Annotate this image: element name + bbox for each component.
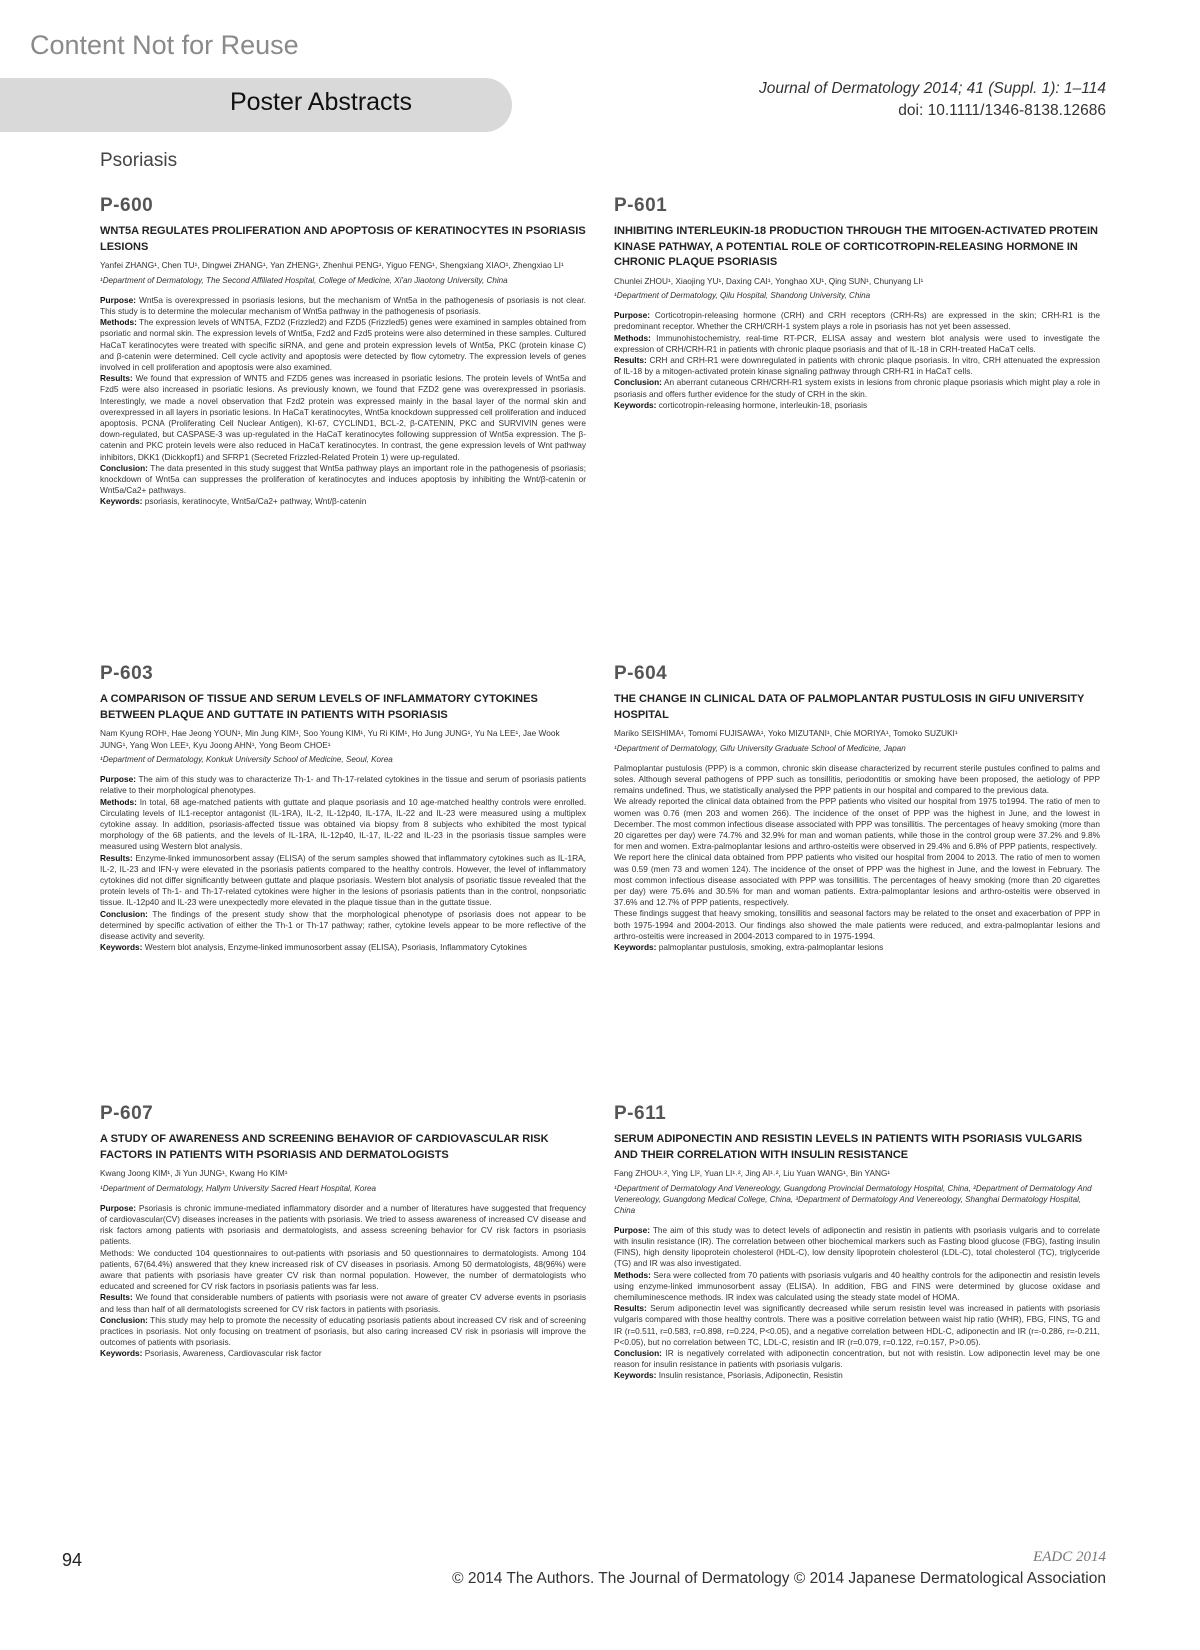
abstract-keywords [100,1348,586,1359]
results-text: We found that expression of WNT5 and FZD5 genes was increased in psoriatic lesions. The protein levels of Wnt5a and Fzd5 were also increased in psoriatic lesions. As previously known, we found that FZD2 gene was overexpressed in psoriasis. Interestingly, we made a novel observation that Fzd2 protein was expressed mainly in the basal layer of the normal skin and overexpressed in all layers in psoriatic lesions. In HaCaT keratinocytes, Wnt5a knockdown suppressed cell proliferation and induced apoptosis. PCNA (Proliferating Cell Nuclear Antigen), KI-67, CYCLIND1, BCL-2, β-CATENIN, PKC and SURVIVIN genes were down-regulated, but CASPASE-3 was up-regulated in the HaCaT keratinocytes following suppression of Wnt5a expression. The β-catenin and PKC protein levels were also reduced in HaCaT keratinocytes. In contrast, the gene expression levels of Wnt pathway inhibitors, DKK1 (Dickkopf1) and SFRP1 (Secreted Frizzled-Related Protein 1) were up-regulated. [100,373,586,462]
abstract-results [100,1292,586,1314]
page-footer [452,1549,1106,1588]
abstract-purpose [100,1203,586,1248]
results-label: Results: [100,1292,133,1303]
abstract-authors: Nam Kyung ROH¹, Hae Jeong YOUN¹, Min Jung KIM¹, Soo Young KIM¹, Yu Ri KIM¹, Ho Jung JUNG¹, Yu Na LEE¹, Jae Wook JUNG¹, Yang Won LEE¹, Kyu Joong AHN¹, Yong Beom CHOE¹ [100,728,560,750]
conclusion-text: The findings of the present study show that the morphological phenotype of psoriasis does not appear to be determined by specific activation of either the Th-1 or Th-17 pathway; rather, cytokine levels appear to be more reflective of the disease activity and severity. [100,908,586,942]
abstract-id: P-604 [614,663,668,684]
abstract-authors: Mariko SEISHIMA¹, Tomomi FUJISAWA¹, Yoko MIZUTANI¹, Chie MORIYA¹, Tomoko SUZUKI¹ [614,728,958,739]
abstract-purpose [100,774,586,796]
abstract-authors: Kwang Joong KIM¹, Ji Yun JUNG¹, Kwang Ho KIM¹ [100,1168,288,1179]
conclusion-text: The data presented in this study suggest that Wnt5a pathway plays an important role in the pathogenesis of psoriasis; knockdown of Wnt5a can suppresses the proliferation of keratinocytes and induces apoptosis by inhibiting the Wnt/β-catenin or Wnt5a/Ca2+ pathways. [100,462,587,496]
copyright-notice: © 2014 The Authors. The Journal of Dermatology © 2014 Japanese Dermatological Association [452,1570,1106,1587]
methods-text: Sera were collected from 70 patients with psoriasis vulgaris and 40 healthy controls for the adiponectin and resistin levels using enzyme-linked immunosorbent assay (ELISA). In addition, FBG and FINS were determined by glucose oxidase and chemiluminescence methods. IR index was calculated using the steady state model of HOMA. [614,1269,1100,1302]
abstract-purpose [100,295,586,317]
keywords-text: Western blot analysis, Enzyme-linked immunosorbent assay (ELISA), Psoriasis, Inflammatory Cytokines [144,942,527,953]
keywords-label: Keywords: [100,942,143,953]
abstract-affiliation: ¹Department of Dermatology, Gifu University Graduate School of Medicine, Japan [614,743,906,753]
abstract-conclusion [100,1315,586,1349]
methods-label: Methods: [614,1269,651,1280]
results-text: Enzyme-linked immunosorbent assay (ELISA) of the serum samples showed that inflammatory cytokines such as IL-1RA, IL-2, IL-23 and IFN-γ were elevated in the psoriasis patients compared to the healthy controls. However, the level of inflammatory cytokines did not differ significantly between guttate and plaque psoriasis. Western blot analysis of psoriatic tissue revealed that the protein levels of Th-1- and Th-17-related cytokines were higher in the lesions of psoriasis patients than in the control, nonpsoriatic tissue. IL-12p40 and IL-23 were unexpectedly more elevated in the plaque tissue than in the guttate tissue. [100,852,586,908]
banner-title: Poster Abstracts [229,88,412,116]
abstract-body: These findings suggest that heavy smoking, tonsillitis and seasonal factors may be related to the onset and exacerbation of PPP in both 1975-1994 and 2004-2013. Our findings also showed the male patients were reduced, and extra-palmoplantar lesions and arthro-osteitis were increased in 2004-2013 compared to in 1975-1994. [614,908,1100,941]
keywords-label: Keywords: [100,1348,143,1359]
keywords-label: Keywords: [614,1370,657,1381]
results-text: Serum adiponectin level was significantly decreased while serum resistin level was increased in patients with psoriasis vulgaris compared with those healthy controls. There was a positive correlation between waist hip ratio (WHR), FBG, FINS, TG and IR (r=0.511, r=0.583, r=0.898, r=0.224, P<0.05), and a negative correlation between HDL-C, adiponectin and IR (r=-0.286, r=-0.211, P<0.05), but no correlation between TC, LDL-C, resistin and IR (r=0.079, r=0.122, r=0.157, P>0.05). [614,1303,1100,1347]
methods-label: Methods: [614,332,651,343]
conclusion-label: Conclusion: [614,1347,662,1358]
methods-text: In total, 68 age-matched patients with guttate and plaque psoriasis and 10 age-matched healthy controls were enrolled. Circulating levels of IL1-receptor antagonist (IL-1RA), IL-2, IL-12p40, IL-17A, IL-22 and IL-23 were measured using a multiplex cytokine assay. In addition, psoriasis-affected tissue was obtained via biopsy from 8 subjects who exhibited the most typical morphology of the 68 patients, and the levels of IL-1RA, IL-12p40, IL-17, IL-22 and IL-23 in the psoriasis tissue samples were measured using Western blot analysis. [100,796,586,852]
abstract-authors: Fang ZHOU¹˒², Ying LI², Yuan LI¹˒², Jing AI¹˒², Liu Yuan WANG¹, Bin YANG¹ [614,1168,891,1179]
results-label: Results: [100,373,133,384]
abstract-body: Palmoplantar pustulosis (PPP) is a common, chronic skin disease characterized by recurrent sterile pustules confined to palms and soles. Although several pathogens of PPP such as tonsillitis, periodontitis or smoking have been proposed, the aetiology of PPP remains undefined. Thus, we statistically analysed the PPP patients in our hospital and compared to the previous data. [614,762,1100,796]
abstract-affiliation: ¹Department of Dermatology, Qilu Hospital, Shandong University, China [614,291,871,301]
abstract-authors: Chunlei ZHOU¹, Xiaojing YU¹, Daxing CAI¹, Yonghao XU¹, Qing SUN¹, Chunyang LI¹ [614,275,924,286]
conclusion-label: Conclusion: [100,908,148,919]
abstract-results [614,355,1100,377]
abstract-methods [100,797,586,853]
abstract-affiliation: ¹Department of Dermatology, The Second Affiliated Hospital, College of Medicine, Xi'an Jiaotong University, China [100,275,508,285]
journal-citation [759,78,1106,122]
keywords-label: Keywords: [614,941,657,952]
abstract-id: P-611 [614,1103,667,1124]
journal-reference: Journal of Dermatology 2014; 41 (Suppl. 1): 1–114 [759,80,1106,97]
keywords-text: psoriasis, keratinocyte, Wnt5a/Ca2+ pathway, Wnt/β-catenin [144,496,367,507]
abstract-purpose [614,1225,1100,1270]
conclusion-label: Conclusion: [100,462,148,473]
abstract-affiliation: ¹Department of Dermatology, Konkuk University School of Medicine, Seoul, Korea [100,755,393,765]
abstract-conclusion [100,909,586,943]
abstract-keywords [614,400,1100,411]
abstract-id: P-600 [100,195,154,216]
abstract-results [614,1303,1100,1348]
keywords-label: Keywords: [100,496,143,507]
conclusion-label: Conclusion: [100,1314,148,1325]
purpose-text: The aim of this study was to detect levels of adiponectin and resistin in patients with psoriasis vulgaris and to correlate with insulin resistance (IR). The correlation between other biochemical markers such as Fasting blood glucose (FBG), fasting insulin (FINS), high density lipoprotein cholesterol (HDL-C), low density lipoprotein cholesterol (LDL-C), total cholesterol (TC), triglyceride (TG) and IR was also investigated. [614,1224,1101,1269]
conclusion-label: Conclusion: [614,377,662,388]
abstract-id: P-601 [614,195,668,216]
abstract-title: A COMPARISON OF TISSUE AND SERUM LEVELS OF INFLAMMATORY CYTOKINES BETWEEN PLAQUE AND GUTTATE IN PATIENTS WITH PSORIASIS [100,693,538,721]
abstract-methods [614,333,1100,355]
purpose-text: Wnt5a is overexpressed in psoriasis lesions, but the mechanism of Wnt5a in the pathogenesis of psoriasis is not clear. This study is to determine the molecular mechanism of Wnt5a pathway in the pathogenesis of psoriasis. [100,294,586,316]
conclusion-text: IR is negatively correlated with adiponectin concentration, but not with resistin. Low adiponectin level may be one reason for insulin resistance in patients with psoriasis vulgaris. [614,1347,1100,1370]
results-text: CRH and CRH-R1 were downregulated in patients with chronic plaque psoriasis. In vitro, CRH attenuated the expression of IL-18 by a mitogen-activated protein kinase signaling pathway through CRH-R1 in HaCaT cells. [614,355,1100,377]
purpose-label: Purpose: [100,294,136,305]
keywords-label: Keywords: [614,399,657,410]
purpose-label: Purpose: [100,774,136,785]
abstract-methods: Methods: We conducted 104 questionnaires to out-patients with psoriasis and 50 questionnaires to dermatologists. Among 104 patients, 67(64.4%) answered that they knew increased risk of CV diseases in psoriasis. Among 50 dermatologists, 48(96%) were aware that patients with psoriasis have greater CV risk than normal population. However, the number of dermatologists who educated and screened for CV risk factors in psoriasis patients was far less. [100,1247,586,1292]
abstract-affiliation: ¹Department of Dermatology And Venereology, Guangdong Provincial Dermatology Hospital, China, ²Department of Dermatology And Venereology, Guangdong Medical College, China, ³Department of Dermatology And Venereology, Shanghai Dermatology Hospital, China [614,1183,1092,1215]
purpose-text: The aim of this study was to characterize Th-1- and Th-17-related cytokines in the tissue and serum of psoriasis patients relative to their morphological phenotypes. [100,774,586,796]
keywords-text: palmoplantar pustulosis, smoking, extra-palmoplantar lesions [658,941,884,952]
abstract-title: INHIBITING INTERLEUKIN-18 PRODUCTION THROUGH THE MITOGEN-ACTIVATED PROTEIN KINASE PATHWAY, A POTENTIAL ROLE OF CORTICOTROPIN-RELEASING HORMONE IN CHRONIC PLAQUE PSORIASIS [614,225,1099,269]
abstract-id: P-607 [100,1103,154,1124]
abstract-methods [100,317,586,373]
abstract-title: A STUDY OF AWARENESS AND SCREENING BEHAVIOR OF CARDIOVASCULAR RISK FACTORS IN PATIENTS WITH PSORIASIS AND DERMATOLOGISTS [100,1133,549,1161]
conclusion-text: An aberrant cutaneous CRH/CRH-R1 system exists in lesions from chronic plaque psoriasis which might play a role in psoriasis and offers further evidence for the study of CRH in the skin. [614,377,1100,399]
keywords-text: Insulin resistance, Psoriasis, Adiponectin, Resistin [658,1370,843,1381]
purpose-label: Purpose: [614,310,650,321]
page-number: 94 [62,1550,83,1570]
abstract-p607 [100,1103,586,1360]
abstract-body: We report here the clinical data obtained from PPP patients who visited our hospital from 2004 to 2013. The ratio of men to women was 0.59 (men 73 and women 124). The incidence of the onset of PPP was the highest in June, and the lowest in February. The most common infectious disease associated with PPP was tonsillitis. The percentages of heavy smoking (more than 20 cigarettes per day) were 75.6% and 30.5% for man and woman patients. Extra-palmoplantar lesions and arthro-osteitis were observed in 37.6% and 12.7% of PPP patients, respectively. [614,852,1100,908]
results-label: Results: [614,355,647,366]
purpose-label: Purpose: [614,1224,650,1235]
abstract-conclusion [614,377,1100,399]
abstract-title: WNT5A REGULATES PROLIFERATION AND APOPTOSIS OF KERATINOCYTES IN PSORIASIS LESIONS [100,225,586,253]
methods-text: The expression levels of WNT5A, FZD2 (Frizzled2) and FZD5 (Frizzled5) genes were examined in samples obtained from psoriatic and normal skin. The expression levels of Wnt5a, Fzd2 and Fzd5 proteins were also determined in these samples. Cultured HaCaT keratinocytes were treated with specific siRNA, and gene and protein expression levels of Wnt5a, PKC (protein kinase C) and β-catenin were determined. Cell cycle activity and apoptosis were detected by flow cytometry. The expression levels of genes involved in cell proliferation and apoptosis were also examined. [100,317,586,372]
methods-label: Methods: [100,796,137,807]
abstract-id: P-603 [100,663,154,684]
abstract-p611 [614,1103,1101,1382]
purpose-label: Purpose: [100,1202,136,1213]
purpose-text: Corticotropin-releasing hormone (CRH) and CRH receptors (CRH-Rs) are expressed in the skin; CRH-R1 is the predominant receptor. Whether the CRH/CRH-1 system plays a role in psoriasis has not yet been assessed. [614,310,1100,332]
journal-doi: doi: 10.1111/1346-8138.12686 [898,102,1106,119]
section-heading: Psoriasis [100,150,178,171]
conclusion-text: This study may help to promote the necessity of educating psoriasis patients about increased CV risk and of screening practices in psoriasis. Not only focusing on treatment of psoriasis, but also caring increased CV risk in psoriasis will improve the outcomes of patients with psoriasis. [100,1314,586,1348]
conference-name: EADC 2014 [1033,1549,1106,1565]
abstract-title: THE CHANGE IN CLINICAL DATA OF PALMOPLANTAR PUSTULOSIS IN GIFU UNIVERSITY HOSPITAL [614,693,1085,721]
abstract-title: SERUM ADIPONECTIN AND RESISTIN LEVELS IN PATIENTS WITH PSORIASIS VULGARIS AND THEIR CORRELATION WITH INSULIN RESISTANCE [614,1133,1083,1161]
abstract-p603 [100,663,586,953]
abstract-keywords [100,496,586,507]
abstract-authors: Yanfei ZHANG¹, Chen TU¹, Dingwei ZHANG¹, Yan ZHENG¹, Zhenhui PENG¹, Yiguo FENG¹, Shengxiang XIAO¹, Zhengxiao LI¹ [100,260,564,271]
watermark: Content Not for Reuse [30,30,299,60]
abstract-conclusion [100,463,586,497]
section-banner [0,78,512,132]
abstract-results [100,853,586,909]
methods-label: Methods: [100,317,137,328]
abstract-p604 [614,663,1100,953]
abstract-conclusion [614,1348,1100,1370]
abstract-body: We already reported the clinical data obtained from the PPP patients who visited our hospital from 1975 to1994. The ratio of men to women was 0.76 (men 203 and women 266). The incidence of the onset of PPP was the highest in June, and the lowest in December. The most common infectious disease associated with PPP was tonsillitis. The percentages of heavy smoking (more than 20 cigarettes per day) were 74.7% and 32.9% for man and woman patients, while those in the control group were 37.2% and 9.8% for men and women. Extra-palmoplantar lesions and arthro-osteitis were observed in 29.4% and 6.8% of PPP patients, respectively. [614,796,1100,852]
abstract-keywords [100,942,586,953]
abstract-keywords [614,942,1100,953]
abstract-purpose [614,310,1100,332]
methods-text: Immunohistochemistry, real-time RT-PCR, ELISA assay and western blot analysis were used to investigate the expression of CRH/CRH-R1 in patients with chronic plaque psoriasis and that of IL-18 in CRH-treated HaCaT cells. [614,332,1100,354]
abstract-results [100,373,586,463]
abstract-methods [614,1270,1100,1304]
abstract-p601 [614,195,1100,411]
abstract-keywords [614,1370,1100,1381]
keywords-text: corticotropin-releasing hormone, interleukin-18, psoriasis [658,399,868,410]
results-text: We found that considerable numbers of patients with psoriasis were not aware of greater CV adverse events in psoriasis and less than half of all dermatologists screened for CV risk factors in patients with psoriasis. [100,1292,586,1314]
results-label: Results: [614,1303,647,1314]
results-label: Results: [100,852,133,863]
keywords-text: Psoriasis, Awareness, Cardiovascular risk factor [144,1348,322,1359]
purpose-text: Psoriasis is chronic immune-mediated inflammatory disorder and a number of literatures have suggested that frequency of cardiovascular(CV) diseases increases in the patients with psoriasis. We tried to assess awareness of increased CV disease and risk factors among patients with psoriasis and dermatologists, and assess screening behavior for CV risk factors in psoriasis patients. [100,1202,586,1247]
abstract-affiliation: ¹Department of Dermatology, Hallym University Sacred Heart Hospital, Korea [100,1183,377,1193]
abstract-p600 [100,195,587,508]
